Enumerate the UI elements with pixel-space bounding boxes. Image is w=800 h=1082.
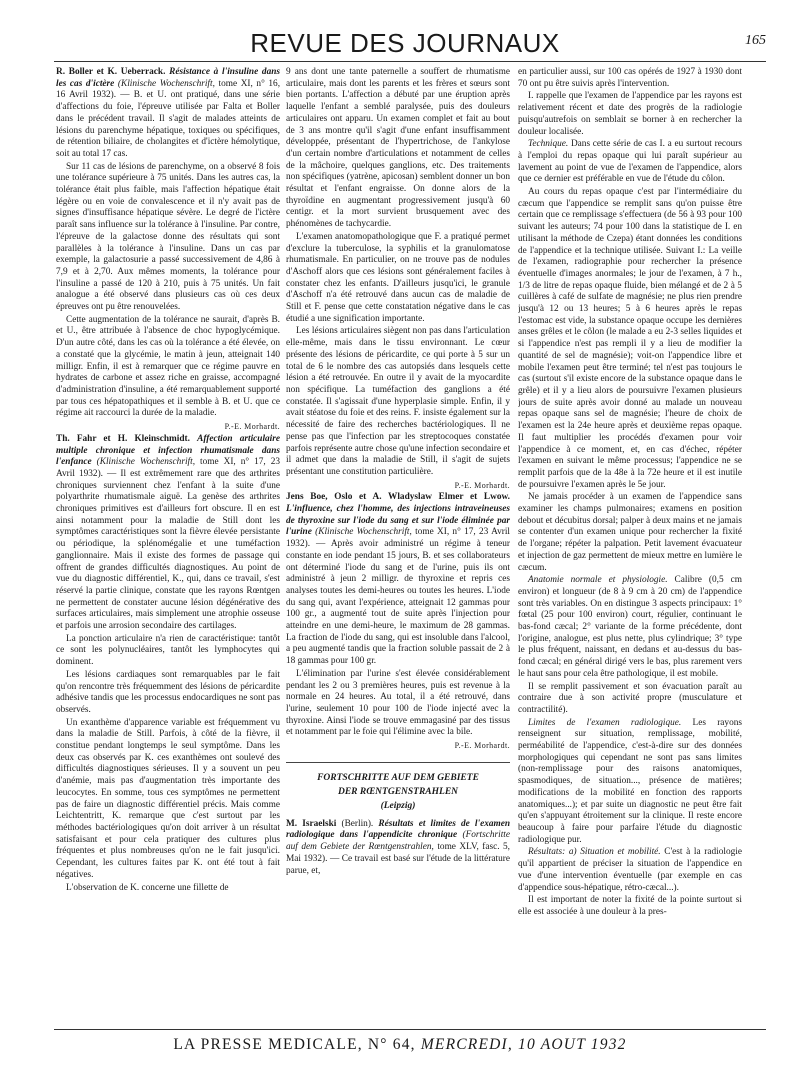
article-paragraph: L'observation de K. concerne une fillette de bbox=[66, 882, 229, 893]
subsection-label: Anatomie normale et physiologie. bbox=[528, 575, 668, 586]
section-heading-line: DER RŒNTGENSTRAHLEN bbox=[337, 786, 459, 797]
article-title: Affection articulaire multiple chronique et infection rhumatismale dans l'enfance bbox=[56, 433, 280, 468]
journal-section-heading bbox=[286, 762, 510, 813]
article-paragraph: L'élimination par l'urine s'est élevée considérablement pendant les 2 ou 3 premières heures, puis est revenue à la normale en 24 heures. Au total, il a été retrouvé, dans l'urine, seulement 10 pour 100 de l'iode injecté avec la thyroxine. Ainsi l'iode se trouve emmagasiné par des tissus et notamment par le foie qui l'élimine avec la bile. bbox=[286, 668, 510, 738]
subsection-label: Résultats: bbox=[528, 847, 566, 858]
article-paragraph: Il est important de noter la fixité de la pointe surtout si elle est associée à une douleur à la pres- bbox=[518, 895, 742, 917]
article-paragraph: Les lésions cardiaques sont remarquables par le fait qu'on rencontre très fréquemment des lésions de péricardite adhésive tandis que les processus endocardiques ne sont pas observés. bbox=[56, 669, 280, 715]
subsection-label: Technique. bbox=[528, 139, 569, 150]
article-paragraph: tome XI, n° 17, 23 Avril 1932). — Il est extrêmement rare que des arthrites chroniques surviennent chez l'enfant à la suite d'une polyarthrite rhumatismale aiguë. La genèse des arthrites chroniques primitives est d'ailleurs fort obscure. Il en est ainsi notamment pour la maladie de Still dont les symptômes caractéristiques sont la fièvre élevée persistante ou périodique, la splénomégalie et une tuméfaction ganglionnaire. Mais il existe des formes de passage qui offrent de grandes difficultés diagnostiques. Au point de vue du diagnostic différentiel, K., qui, dans ce travail, s'est réservé la partie clinique, constate que les rayons Rœntgen ne permettent de constater aucune lésion dégénérative des surfaces articulaires, mais simplement une atrophie osseuse et parfois une arrosion secondaire des cartilages. bbox=[56, 457, 280, 632]
column-right bbox=[518, 67, 742, 1025]
page-footer bbox=[0, 1036, 800, 1054]
article-paragraph: Sur 11 cas de lésions de parenchyme, on a observé 8 fois une tolérance supérieure à 75 unités. Dans les autres cas, la tolérance était plus faible, mais l'affection hépatique était légère ou en voie de convalescence et il n'y avait pas de signes d'insuffisance hépatique sévère. Le degré de l'ictère paraît sans influence sur la tolérance à l'insuline. Par contre, l'épreuve de la galactose donne des résultats qui sont parallèles à la tolérance à l'insuline. Dans un cas par exemple, la galactosurie a passé successivement de 4,86 à 7,9 et à 2,70. Aux mêmes moments, la tolérance pour l'insuline a passé de 120 à 210, puis à 75 unités. Un fait analogue a été observé dans plusieurs cas où ces deux épreuves ont pu être renouvelées. bbox=[56, 161, 280, 313]
article-paragraph: en particulier aussi, sur 100 cas opérés de 1927 à 1930 dont 70 ont pu être suivis après l'intervention. bbox=[518, 67, 742, 89]
article-signature: P.-E. Morhardt. bbox=[454, 480, 510, 490]
article-anatomy-paragraph bbox=[518, 575, 742, 680]
article-authors: Jens Boe, Oslo et A. Wladyslaw Elmer et Lwow. bbox=[286, 492, 510, 503]
article-results-paragraph bbox=[518, 847, 742, 894]
header-rule bbox=[54, 61, 766, 62]
article-paragraph: C'est à la radiologie qu'il appartient de préciser la situation de l'appendice en vue d'une intervention éventuelle (par exemple en cas d'appendice sous-hépatique, rétro-cæcal...). bbox=[518, 847, 742, 893]
article-source: (Klinische Wochenschrift, bbox=[96, 457, 196, 468]
footer-rule bbox=[54, 1029, 766, 1030]
subsection-label: Limites de l'examen radiologique. bbox=[528, 717, 682, 728]
section-heading-line: FORTSCHRITTE AUF DEM GEBIETE bbox=[317, 772, 479, 783]
article-paragraph: tome XI, n° 17, 23 Avril 1932). — Après avoir administré un régime à teneur constante en iode pendant 15 jours, B. et ses collaborateurs ont déterminé l'iode du sang et de l'urine, puis ils ont administré à jeun 2 milligr. de thyroxine et repris ces analyses toutes les demi-heures ou toutes les heures. L'iode du sang qui, avant l'expérience, atteignait 12 gammas pour 100 gr., a augmenté tout de suite après l'injection pour atteindre en une demi-heure, le maximum de 28 gammas. La fraction de l'iode du sang, qui est insoluble dans l'alcool, a peu augmenté tandis que la fraction soluble passait de 2 à 18 gammas pour 100 gr. bbox=[286, 527, 510, 667]
page-title: REVUE DES JOURNAUX bbox=[250, 28, 560, 58]
article-paragraph: Calibre (0,5 cm environ) et longueur (de 8 à 9 cm à 20 cm) de l'appendice sont très variables. On en distingue 3 aspects principaux: 1° fœtal (25 pour 100 environ) court, régulier, continuant le bas-fond cæcal; 2° variante de la forme précédente, dont l'origine, analogue, est plus nette, plus cylindrique; 3° type le plus fréquent, naissant, en dedans et au-dessus du bas-fond cæcal; en général dirigé vers le bas, plus rarement vers le haut sans pour cela être pathologique, il est mobile. bbox=[518, 575, 742, 679]
article-paragraph: tome XI, n° 16, 16 Avril 1932). — B. et U. ont pratiqué, dans une série d'affections du foie, l'épreuve utilisée par Falta et Boller dans le précédent travail. Il s'agit de malades atteints de lésions du parenchyme hépatique, toxiques ou spécifiques, de rétention biliaire, de cholangites et d'ictère hémolytique, soit au total 17 cas. bbox=[56, 78, 280, 159]
article-source: (Klinische Wochenschrift, bbox=[117, 78, 215, 89]
article-paragraph: 9 ans dont une tante paternelle a souffert de rhumatisme articulaire, mais dont les parents et les frères et sœurs sont bien portants. L'affection a débuté par une éruption après laquelle l'enfant a semblé paralysée, puis des douleurs articulaires ont apparu. Un examen complet et fait au bout de 3 ans montre qu'il s'agit d'une enfant insuffisamment développée, présentant de l'hypertrichose, de l'ankylose d'un certain nombre d'articulations et notamment de celles de la mâchoire, quelques ganglions, etc. Des traitements non spécifiques (yatrène, apicosan) semblent donner un bon résultat et l'enfant engraisse. On donne alors de la thyroïdine en augmentant progressivement jusqu'à 60 centigr. et la mort survient brusquement avec des phénomènes de tachycardie. bbox=[286, 67, 510, 230]
article-paragraph: L'examen anatomopathologique que F. a pratiqué permet d'exclure la tuberculose, la syphilis et la granulomatose rhumatismale. En particulier, on ne trouve pas de nodules d'Aschoff alors que ces lésions sont généralement faciles à constater chez les enfants. D'ailleurs jusqu'ici, le granule d'Aschoff n'a été retrouvé dans aucun cas de maladie de Still et F. pense que cette constatation négative dans le cas étudié a une signification importante. bbox=[286, 231, 510, 324]
article-paragraph: Les lésions articulaires siègent non pas dans l'articulation elle-même, mais dans le tissu environnant. Le cœur présente des lésions de péricardite, ce qui porte à 5 sur un total de 6 le nombre des cas autopsiés dans lesquels cette lésion a été retrouvée. En outre il y avait de la myocardite non spécifique. La tuméfaction des ganglions a été constatée. Il s'agissait d'une hyperplasie simple. Enfin, il y avait stéatose du foie et des reins. F. insiste également sur la nécessité de faire des recherches bactériologiques. Il ne pense pas que l'infection par les streptocoques constatée parfois représente autre chose qu'une infection secondaire et il admet que dans la maladie de Still, il s'agit de sujets présentant une constitution particulière. bbox=[286, 326, 510, 477]
article-paragraph: Ne jamais procéder à un examen de l'appendice sans examiner les champs pulmonaires; examens en position debout et décubitus dorsal; palper à deux mains et ne jamais se contenter d'un examen unique pour rechercher la fixité de l'organe; répéter la palpation. Petit lavement évacuateur et injection de gaz permettent de mieux mettre en lumière le cæcum. bbox=[518, 492, 742, 573]
column-left bbox=[56, 67, 280, 1025]
article-technique-paragraph bbox=[518, 139, 742, 186]
article-paragraph: Dans cette série de cas I. a eu surtout recours à l'emploi du repas opaque qui lui paraît supérieur au lavement au point de vue de l'examen de l'appendice, alors que ce dernier est préférable en vue de l'étude du côlon. bbox=[518, 139, 742, 185]
article-boe-intro bbox=[286, 492, 510, 668]
article-paragraph: Un exanthème d'apparence variable est fréquemment vu dans la maladie de Still. Parfois, à côté de la fièvre, il constitue pendant longtemps le seul symptôme. Dans les deux cas observés par K. ces exanthèmes ont soulevé des difficultés diagnostiques sérieuses. Il y a souvent un peu d'anémie, mais pas d'augmentation très importante des leucocytes. En somme, tous ces symptômes ne permettent pas de faire un diagnostic différentiel précis. Mais comme Leichtentritt, K. remarque que c'est surtout par les méthodes bactériologiques qu'on doit arriver à un résultat satisfaisant et pour cela pratiquer des cultures plus fréquentes et plus nombreuses qu'on ne le fait jusqu'ici. Cependant, les cultures faites par K. ont été tout à fait négatives. bbox=[56, 717, 280, 880]
article-source: (Klinische Wochenschrift, bbox=[315, 527, 412, 538]
article-paragraph: La ponction articulaire n'a rien de caractéristique: tantôt ce sont les polynucléaires, tantôt les lymphocytes qui dominent. bbox=[56, 633, 280, 668]
footer-date: MERCREDI, 10 AOUT 1932 bbox=[420, 1036, 627, 1053]
article-paragraph: Cette augmentation de la tolérance ne saurait, d'après B. et U., être attribuée à l'absence de choc hypoglycémique. D'un autre côté, dans les cas où la tolérance a été élevée, on a constaté que la glycémie, le matin à jeun, atteignait 140 milligr. Enfin, il est à remarquer que ce régime pauvre en hydrates de carbone et assez riche en graisse, accompagné d'administration d'insuline, a été remarquablement supporté par tous ces hépatopathiques et il semble à B. et U. que ce régime ait raccourci la durée de la maladie. bbox=[56, 314, 280, 419]
subsection-sublabel: a) Situation et mobilité. bbox=[568, 847, 661, 858]
section-heading-city: (Leipzig) bbox=[380, 800, 416, 811]
article-authors: M. Israelski bbox=[286, 818, 337, 829]
article-signature: P.-E. Morhardt. bbox=[224, 422, 280, 432]
article-paragraph: I. rappelle que l'examen de l'appendice par les rayons est relativement récent et date des progrès de la radiologie puisqu'autrefois on semblait se borner à en rechercher la douleur localisée. bbox=[518, 91, 742, 137]
article-authors: Th. Fahr et H. Kleinschmidt. bbox=[56, 433, 190, 444]
article-title: Résultats et limites de l'examen radiologique dans l'appendicite chronique bbox=[286, 818, 510, 841]
article-signature: P.-E. Morhardt. bbox=[454, 741, 510, 751]
article-boller-intro bbox=[56, 67, 280, 161]
article-paragraph: Les rayons renseignent sur situation, remplissage, mobilité, perméabilité de l'appendice, c'est-à-dire sur des données morphologiques qui cependant ne sont pas sans limites (non-remplissage pour des raisons anatomiques, spasmodiques, de situation..., présence de matières; modifications de la mobilité en fonction des rapports anatomiques...); et par suite un diagnostic ne peut être fait qu'en s'appuyant étroitement sur la clinique. Il reste encore beaucoup à faire pour parfaire l'étude du diagnostic radiologique pur. bbox=[518, 717, 742, 845]
article-paragraph: Il se remplit passivement et son évacuation paraît au contraire due à son activité propre (musculature et contractilité). bbox=[518, 681, 742, 715]
page-number: 165 bbox=[745, 33, 766, 48]
article-limits-paragraph bbox=[518, 718, 742, 847]
article-israelski-intro bbox=[286, 819, 510, 878]
column-middle bbox=[286, 67, 510, 1025]
article-authors: R. Boller et K. Ueberrack. bbox=[56, 67, 166, 77]
article-paragraph: tome XLV, fasc. 5, Mai 1932). — Ce travail est basé sur l'étude de la littérature parue, et, bbox=[286, 842, 510, 876]
article-fahr-intro bbox=[56, 434, 280, 633]
article-source: (Fortschritte auf dem Gebiete der Rœntgenstrahlen, bbox=[286, 830, 510, 853]
article-title: L'influence, chez l'homme, des injections intraveineuses de thyroxine sur l'iode du sang et sur l'iode éliminée par l'urine bbox=[286, 504, 510, 538]
article-title: Résistance à l'insuline dans les cas d'ictère bbox=[56, 67, 280, 89]
footer-journal: LA PRESSE MEDICALE, N° 64, bbox=[173, 1036, 416, 1053]
article-city: (Berlin). bbox=[341, 818, 374, 829]
article-paragraph: Au cours du repas opaque c'est par l'intermédiaire du cæcum que l'appendice se remplit sans qu'on puisse être certain que ce remplissage s'effectuera (de 56 à 93 pour 100 suivant les auteurs; 74 pour 100 dans la statistique de I. en utilisant la méthode de Czepa) étant données les conditions de l'appendice et la technique utilisée. Suivant I.: La veille de l'examen, radiographie pour rechercher la présence éventuelle d'images anormales; le jour de l'examen, à 7 h., 1/3 de litre de repas opaque fluide, bien mélangé et de 2 à 5 cuillères à café de sulfate de magnésie; ne plus rien prendre jusqu'à 12 ou 13 heures; 5 à 6 heures après le repas l'estomac est vide, la substance opaque occupe les dernières anses grêles et le côlon (le malade a eu 2-3 selles liquides et si l'appendice n'est pas rempli il y a lieu de modifier la quantité de sel de magnésie); voit-on l'appendice libre et mobile l'examen peut être terminé; tel n'est pas toujours le cas (surtout s'il existe encore de la substance opaque dans le grêle) et il y a lieu alors de poursuivre l'examen plusieurs jours de suite après avoir donné au malade un nouveau repas opaque sans sel de magnésie; l'heure de choix de l'examen est la 24e heure après et deuxième repas opaque. Il faut multiplier les procédés d'examen pour voir l'appendice à ce moment, et, en cas d'échec, répéter l'examen en suivant le même processus; l'appendice ne se remplit parfois que de la 48e à la 72e heure et il est inutile de poursuivre l'examen après le 5e jour. bbox=[518, 187, 742, 490]
